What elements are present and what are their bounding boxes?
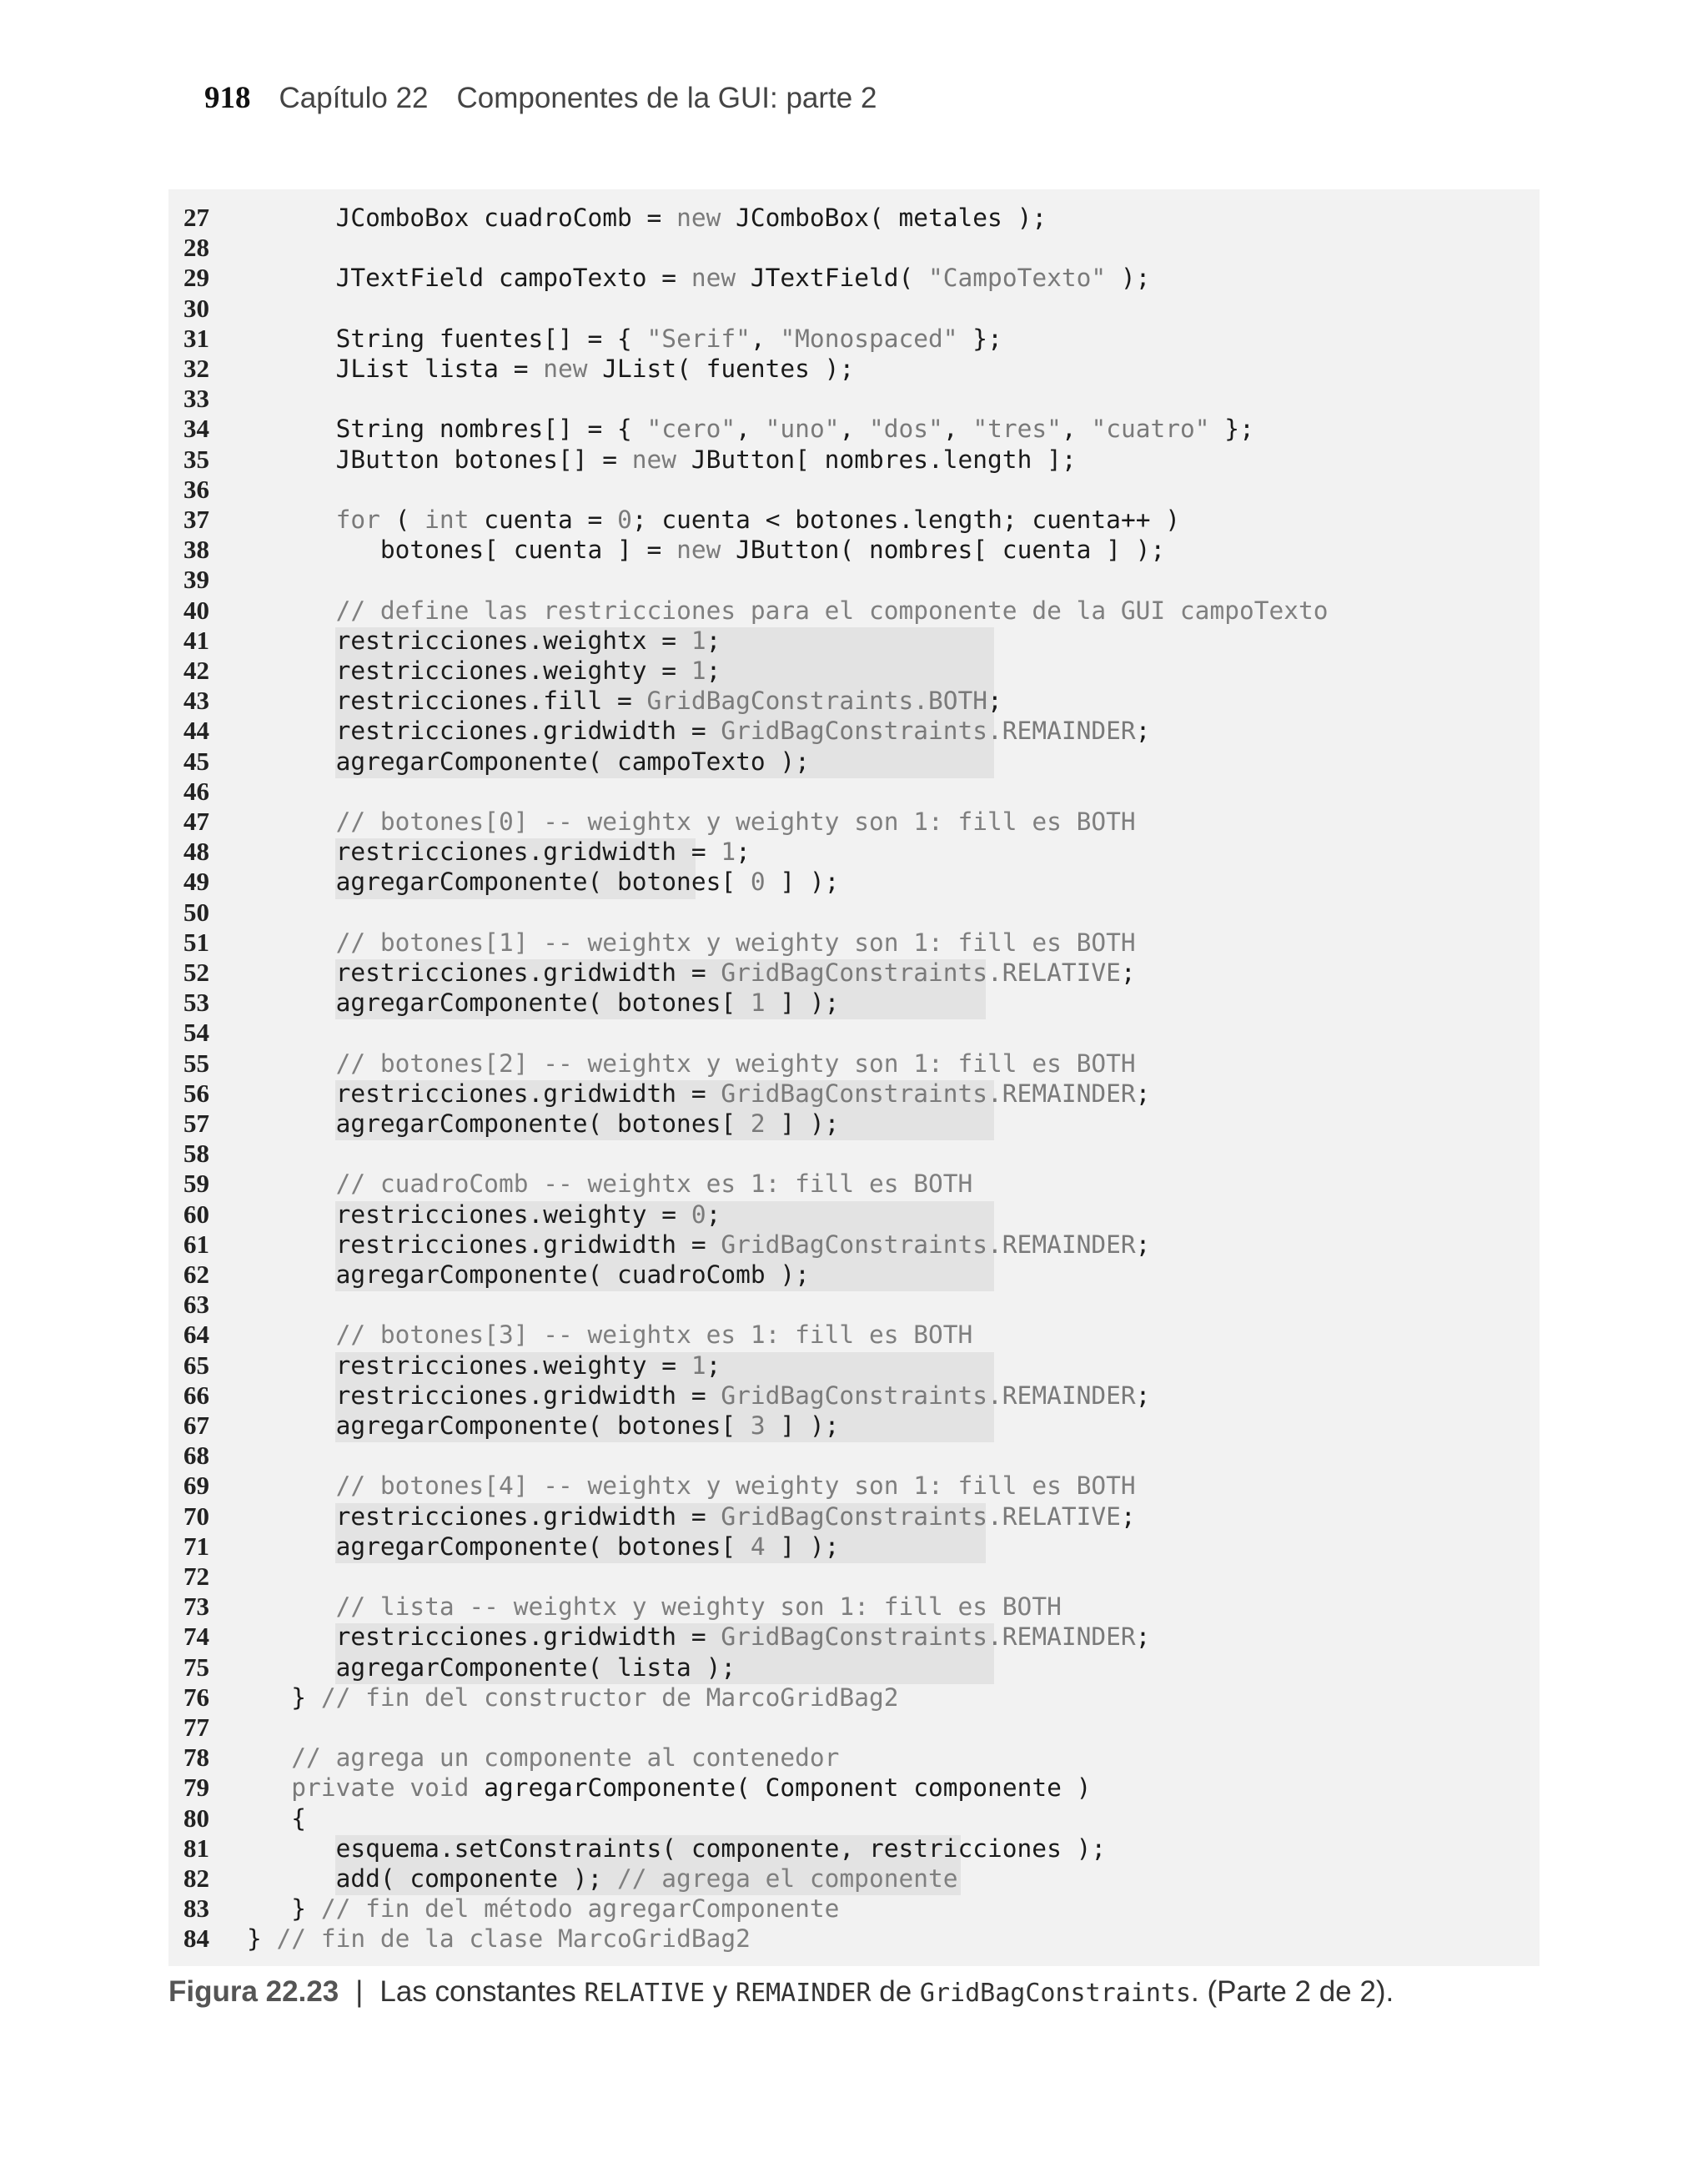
line-number: 63: [183, 1290, 209, 1320]
chapter-label: Capítulo 22: [279, 82, 429, 114]
code-text: // botones[2] -- weightx y weighty son 1: fill es BOTH: [335, 1049, 1136, 1078]
code-text: } // fin del constructor de MarcoGridBag2: [247, 1683, 899, 1712]
code-text: // botones[3] -- weightx es 1: fill es BOTH: [335, 1320, 973, 1350]
line-number: 28: [183, 233, 209, 263]
code-text: // botones[4] -- weightx y weighty son 1: fill es BOTH: [335, 1471, 1136, 1501]
line-number: 57: [183, 1109, 209, 1138]
code-text: botones[ cuenta ] = new JButton( nombres[ cuenta ] );: [247, 536, 1166, 565]
caption-text: . (Parte 2 de 2).: [1191, 1975, 1394, 2008]
line-number: 77: [183, 1713, 209, 1742]
code-text: restricciones.gridwidth = 1;: [247, 837, 751, 867]
code-text: JButton botones[] = new JButton[ nombres.length ];: [247, 445, 1077, 474]
figure-number: Figura 22.23: [168, 1975, 339, 2008]
code-text: restricciones.gridwidth = GridBagConstraints.REMAINDER;: [247, 1079, 1151, 1108]
caption-text: de: [871, 1975, 920, 2008]
line-number: 39: [183, 565, 209, 595]
line-number: 84: [183, 1924, 209, 1954]
code-text: restricciones.fill = GridBagConstraints.BOTH;: [247, 687, 1002, 716]
code-text: for ( int cuenta = 0; cuenta < botones.length; cuenta++ ): [335, 506, 1180, 534]
line-number: 82: [183, 1864, 209, 1893]
code-text: agregarComponente( botones[ 3 ] );: [247, 1411, 840, 1440]
line-number: 79: [183, 1773, 209, 1803]
line-number: 48: [183, 837, 209, 867]
page-header: [204, 80, 877, 116]
code-text: add( componente ); // agrega el componente: [247, 1864, 958, 1893]
code-text: restricciones.gridwidth = GridBagConstraints.RELATIVE;: [247, 958, 1136, 987]
caption-code: RELATIVE: [584, 1979, 706, 2008]
line-number: 41: [183, 625, 209, 655]
code-text: restricciones.gridwidth = GridBagConstraints.RELATIVE;: [247, 1501, 1136, 1531]
line-number: 37: [183, 505, 209, 534]
line-number: 80: [183, 1803, 209, 1833]
line-number: 75: [183, 1652, 209, 1682]
code-text: restricciones.weighty = 1;: [247, 1351, 721, 1380]
line-number: 68: [183, 1441, 209, 1471]
code-text: restricciones.gridwidth = GridBagConstraints.REMAINDER;: [247, 1622, 1151, 1652]
line-number: 76: [183, 1682, 209, 1712]
line-number: 60: [183, 1199, 209, 1229]
line-number: 47: [183, 807, 209, 836]
code-text: // lista -- weightx y weighty son 1: fill es BOTH: [335, 1592, 1062, 1622]
code-text: restricciones.weighty = 1;: [247, 656, 721, 685]
line-number: 36: [183, 474, 209, 504]
code-text: } // fin del método agregarComponente: [247, 1894, 840, 1924]
caption-separator: |: [355, 1975, 364, 2008]
code-text: agregarComponente( botones[ 0 ] );: [247, 868, 840, 897]
line-number: 74: [183, 1622, 209, 1652]
code-text: {: [247, 1803, 307, 1833]
line-number: 45: [183, 746, 209, 776]
line-number: 65: [183, 1350, 209, 1380]
caption-code: REMAINDER: [735, 1979, 872, 2008]
line-number: 83: [183, 1894, 209, 1924]
line-number: 32: [183, 354, 209, 383]
line-number: 53: [183, 988, 209, 1018]
chapter-title: Componentes de la GUI: parte 2: [456, 82, 877, 114]
line-number: 72: [183, 1562, 209, 1591]
line-number: 51: [183, 927, 209, 957]
code-text: // botones[1] -- weightx y weighty son 1: fill es BOTH: [335, 928, 1136, 957]
line-number: 30: [183, 293, 209, 323]
code-text: restricciones.gridwidth = GridBagConstraints.REMAINDER;: [247, 1230, 1151, 1259]
caption-text: y: [705, 1975, 736, 2008]
line-number: 73: [183, 1592, 209, 1622]
line-number: 64: [183, 1320, 209, 1350]
line-number: 81: [183, 1833, 209, 1863]
code-text: // cuadroComb -- weightx es 1: fill es BOTH: [335, 1169, 973, 1199]
line-number: 55: [183, 1048, 209, 1078]
code-text: restricciones.weighty = 0;: [247, 1200, 721, 1229]
line-number: 61: [183, 1229, 209, 1259]
code-text: String nombres[] = { "cero", "uno", "dos", "tres", "cuatro" };: [247, 415, 1254, 444]
line-number: 52: [183, 958, 209, 987]
line-number: 43: [183, 686, 209, 716]
figure-caption: [168, 1975, 1394, 2009]
page-number: 918: [204, 81, 251, 115]
line-number: 40: [183, 595, 209, 625]
line-number: 54: [183, 1018, 209, 1048]
code-text: agregarComponente( campoTexto );: [247, 747, 810, 776]
line-number: 69: [183, 1471, 209, 1501]
line-number: 70: [183, 1501, 209, 1531]
code-text: restricciones.gridwidth = GridBagConstraints.REMAINDER;: [247, 717, 1151, 746]
code-text: } // fin de la clase MarcoGridBag2: [247, 1924, 751, 1954]
line-number: 67: [183, 1411, 209, 1440]
line-number: 58: [183, 1139, 209, 1169]
code-text: private void agregarComponente( Component componente ): [291, 1773, 1092, 1803]
line-number: 29: [183, 263, 209, 293]
line-number: 35: [183, 444, 209, 474]
line-number: 38: [183, 535, 209, 565]
line-number: 78: [183, 1743, 209, 1773]
code-text: agregarComponente( botones[ 1 ] );: [247, 988, 840, 1018]
line-number: 34: [183, 414, 209, 444]
code-text: JTextField campoTexto = new JTextField( "CampoTexto" );: [247, 264, 1151, 293]
line-number: 31: [183, 323, 209, 353]
code-text: JList lista = new JList( fuentes );: [247, 355, 855, 383]
line-number: 42: [183, 656, 209, 685]
code-text: // agrega un componente al contenedor: [291, 1743, 840, 1773]
line-number: 50: [183, 897, 209, 927]
caption-text: Las constantes: [379, 1975, 585, 2008]
line-number: 33: [183, 384, 209, 414]
line-number: 71: [183, 1531, 209, 1561]
caption-code: GridBagConstraints: [919, 1979, 1192, 2008]
line-number: 66: [183, 1380, 209, 1410]
code-text: JComboBox cuadroComb = new JComboBox( metales );: [247, 204, 1047, 232]
line-number: 56: [183, 1078, 209, 1108]
line-number: 59: [183, 1169, 209, 1199]
code-text: restricciones.weightx = 1;: [247, 626, 721, 655]
code-text: agregarComponente( cuadroComb );: [247, 1260, 810, 1289]
code-text: // botones[0] -- weightx y weighty son 1: fill es BOTH: [335, 807, 1136, 836]
code-text: agregarComponente( botones[ 2 ] );: [247, 1109, 840, 1138]
line-number: 49: [183, 867, 209, 897]
code-text: // define las restricciones para el componente de la GUI campoTexto: [335, 596, 1329, 625]
code-text: agregarComponente( botones[ 4 ] );: [247, 1532, 840, 1561]
line-number: 27: [183, 203, 209, 232]
line-number: 44: [183, 716, 209, 746]
line-number: 62: [183, 1260, 209, 1289]
line-number: 46: [183, 776, 209, 806]
code-text: restricciones.gridwidth = GridBagConstraints.REMAINDER;: [247, 1381, 1151, 1410]
code-text: String fuentes[] = { "Serif", "Monospaced" };: [247, 324, 1002, 353]
code-text: agregarComponente( lista );: [247, 1652, 736, 1682]
code-listing: [168, 189, 1540, 1966]
code-text: esquema.setConstraints( componente, restricciones );: [247, 1833, 1107, 1863]
